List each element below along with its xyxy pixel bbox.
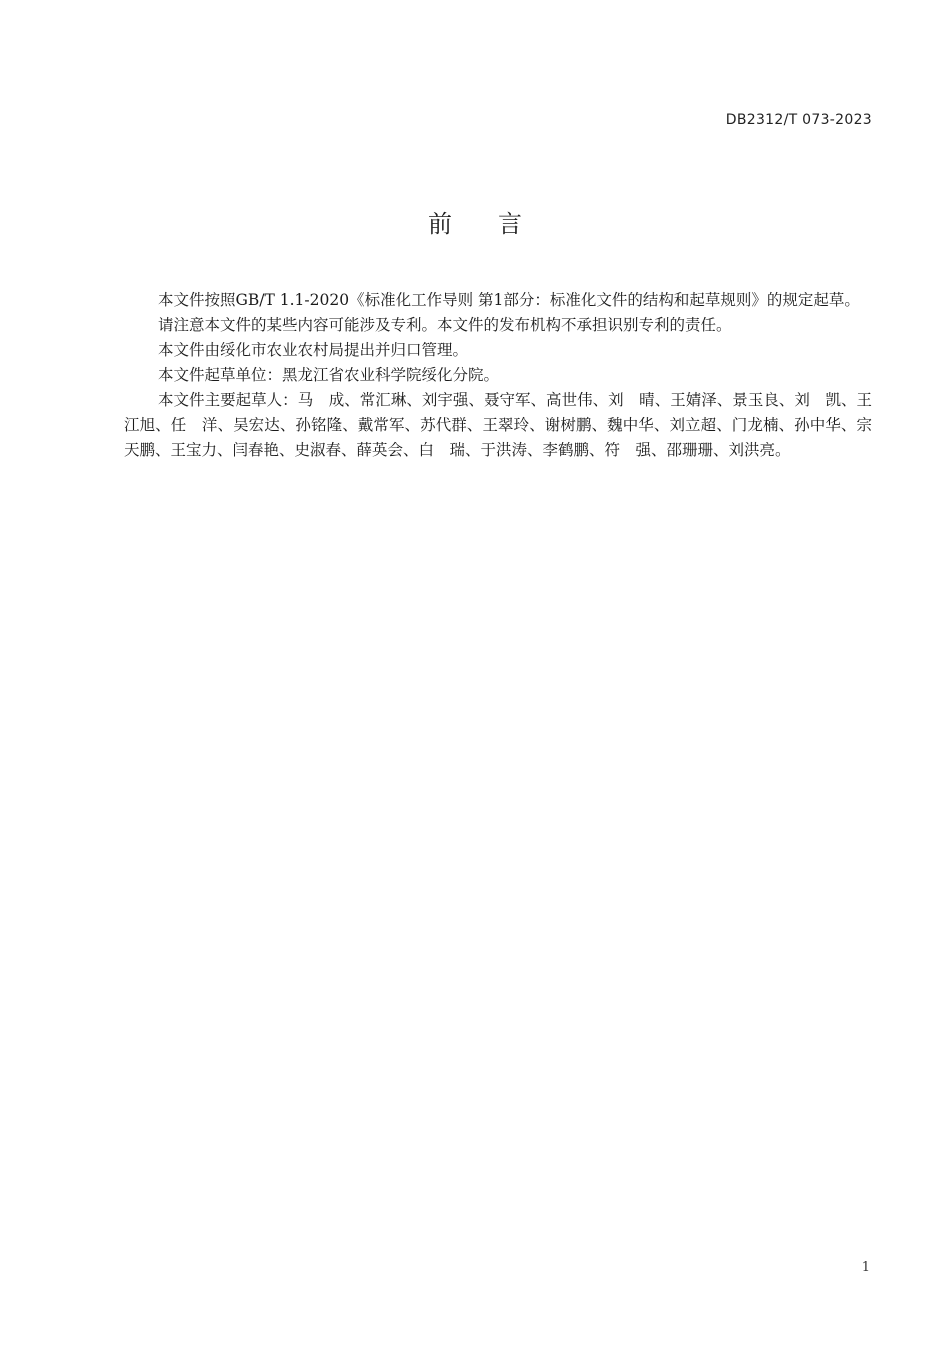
paragraph-patent-notice: 请注意本文件的某些内容可能涉及专利。本文件的发布机构不承担识别专利的责任。 bbox=[158, 316, 732, 334]
paragraph-drafters: 本文件主要起草人：马 成、常汇琳、刘宇强、聂守军、高世伟、刘 晴、王婧泽、景玉良、刘 凯、王江旭、任 洋、吴宏达、孙铭隆、戴常军、苏代群、王翠玲、谢树鹏、魏中华、刘立超、门龙楠、孙中华、宗天鹏、王宝力、闫春艳、史淑春、薛英会、白 瑞、于洪涛、李鹤鹏、符 强、邵珊珊、刘洪亮。 bbox=[124, 391, 872, 459]
foreword-body bbox=[124, 288, 872, 463]
document-code: DB2312/T 073-2023 bbox=[725, 112, 872, 128]
paragraph-drafting-rules: 本文件按照GB/T 1.1-2020《标准化工作导则 第1部分：标准化文件的结构和起草规则》的规定起草。 bbox=[158, 291, 860, 309]
paragraph-proposer: 本文件由绥化市农业农村局提出并归口管理。 bbox=[158, 341, 469, 359]
paragraph-drafting-unit: 本文件起草单位：黑龙江省农业科学院绥化分院。 bbox=[158, 366, 500, 384]
page-number: 1 bbox=[861, 1260, 870, 1275]
page-title: 前言 bbox=[428, 210, 568, 238]
